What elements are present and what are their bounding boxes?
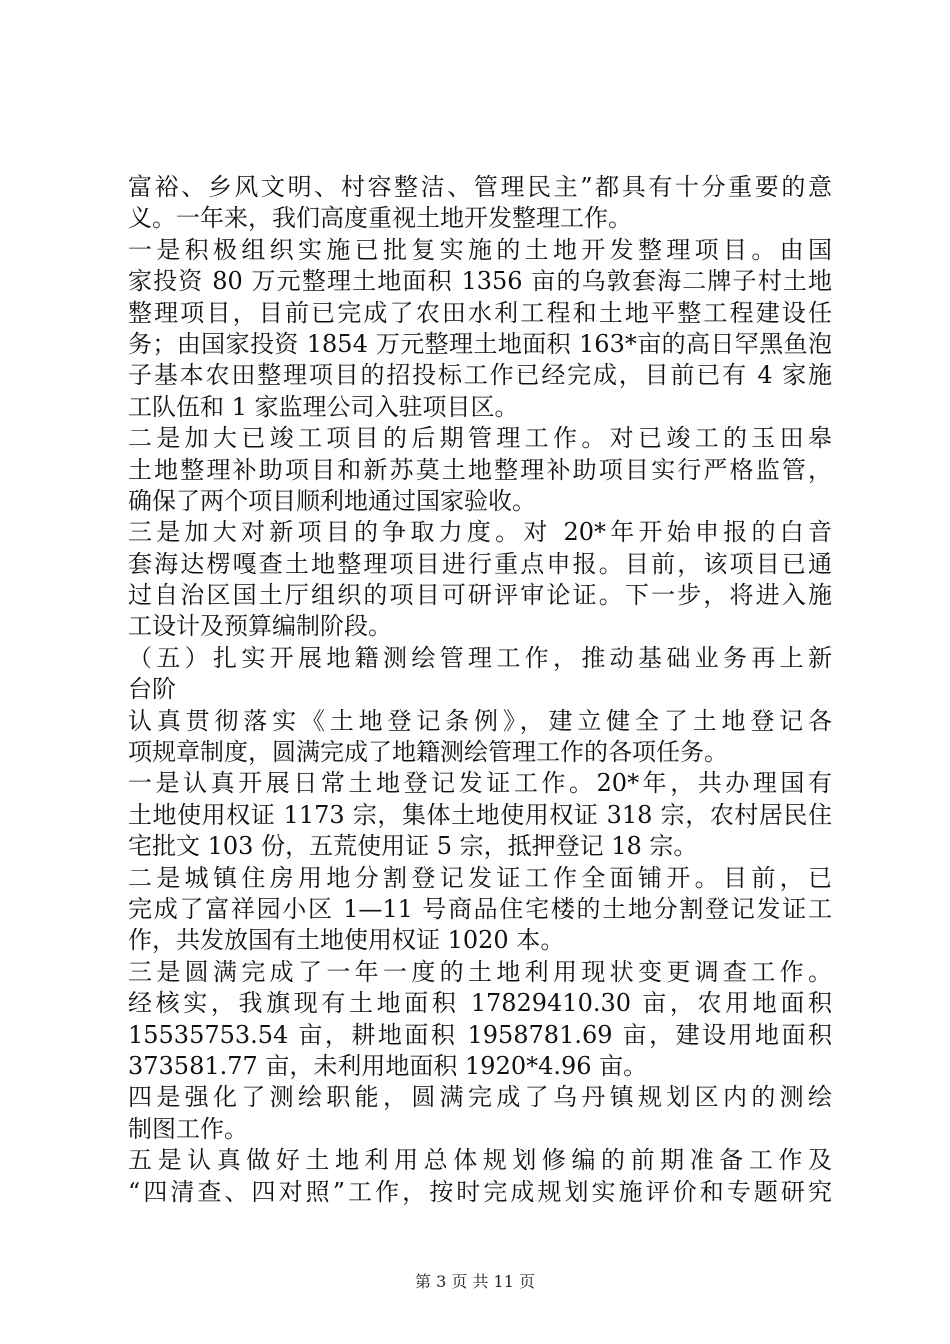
text-line: 义。一年来，我们高度重视土地开发整理工作。 xyxy=(128,204,632,233)
text-line: 三是圆满完成了一年一度的土地利用现状变更调查工作。 xyxy=(128,957,832,986)
text-line: 确保了两个项目顺利地通过国家验收。 xyxy=(128,486,536,515)
text-line: “四清查、四对照”工作，按时完成规划实施评价和专题研究 xyxy=(128,1177,832,1206)
text-line: 套海达楞嘎查土地整理项目进行重点申报。目前，该项目已通 xyxy=(128,549,832,578)
text-line: 富裕、乡风文明、村容整洁、管理民主”都具有十分重要的意 xyxy=(128,173,832,201)
text-line: 一是认真开展日常土地登记发证工作。20*年，共办理国有 xyxy=(128,769,832,798)
text-line: 制图工作。 xyxy=(128,1114,248,1143)
text-line: 项规章制度，圆满完成了地籍测绘管理工作的各项任务。 xyxy=(128,738,728,767)
text-line: 宅批文 103 份，五荒使用证 5 宗，抵押登记 18 宗。 xyxy=(128,832,698,861)
text-line: 认真贯彻落实《土地登记条例》，建立健全了土地登记各 xyxy=(128,706,832,735)
page-footer: 第 3 页 共 11 页 xyxy=(415,1272,535,1291)
text-line: 作，共发放国有土地使用权证 1020 本。 xyxy=(128,926,565,955)
text-line: 五是认真做好土地利用总体规划修编的前期准备工作及 xyxy=(128,1146,832,1175)
text-line: 373581.77 亩，未利用地面积 1920*4.96 亩。 xyxy=(128,1051,648,1080)
text-line: 子基本农田整理项目的招投标工作已经完成，目前已有 4 家施 xyxy=(128,361,832,390)
text-line: 土地整理补助项目和新苏莫土地整理补助项目实行严格监管， xyxy=(128,455,832,484)
text-line: 经核实，我旗现有土地面积 17829410.30 亩，农用地面积 xyxy=(128,989,832,1018)
text-line: 过自治区国土厅组织的项目可研评审论证。下一步，将进入施 xyxy=(128,581,832,610)
text-line: 一是积极组织实施已批复实施的土地开发整理项目。由国 xyxy=(128,235,832,264)
text-line: （五）扎实开展地籍测绘管理工作，推动基础业务再上新 xyxy=(128,643,832,672)
text-line: 土地使用权证 1173 宗，集体土地使用权证 318 宗，农村居民住 xyxy=(128,800,832,829)
text-line: 三是加大对新项目的争取力度。对 20*年开始申报的白音 xyxy=(128,518,832,547)
text-line: 二是城镇住房用地分割登记发证工作全面铺开。目前，已 xyxy=(128,863,832,892)
text-line: 台阶 xyxy=(128,675,176,704)
text-line: 家投资 80 万元整理土地面积 1356 亩的乌敦套海二牌子村土地 xyxy=(128,267,832,296)
text-line: 15535753.54 亩，耕地面积 1958781.69 亩，建设用地面积 xyxy=(128,1020,832,1049)
text-line: 完成了富祥园小区 1—11 号商品住宅楼的土地分割登记发证工 xyxy=(128,894,832,923)
text-line: 工设计及预算编制阶段。 xyxy=(128,612,392,641)
text-line: 二是加大已竣工项目的后期管理工作。对已竣工的玉田皋 xyxy=(128,424,832,453)
text-line: 整理项目，目前已完成了农田水利工程和土地平整工程建设任 xyxy=(128,298,832,327)
document-body xyxy=(128,172,832,1208)
text-line: 务；由国家投资 1854 万元整理土地面积 163*亩的高日罕黑鱼泡 xyxy=(128,329,832,358)
text-line: 四是强化了测绘职能，圆满完成了乌丹镇规划区内的测绘 xyxy=(128,1083,832,1112)
text-line: 工队伍和 1 家监理公司入驻项目区。 xyxy=(128,392,519,421)
